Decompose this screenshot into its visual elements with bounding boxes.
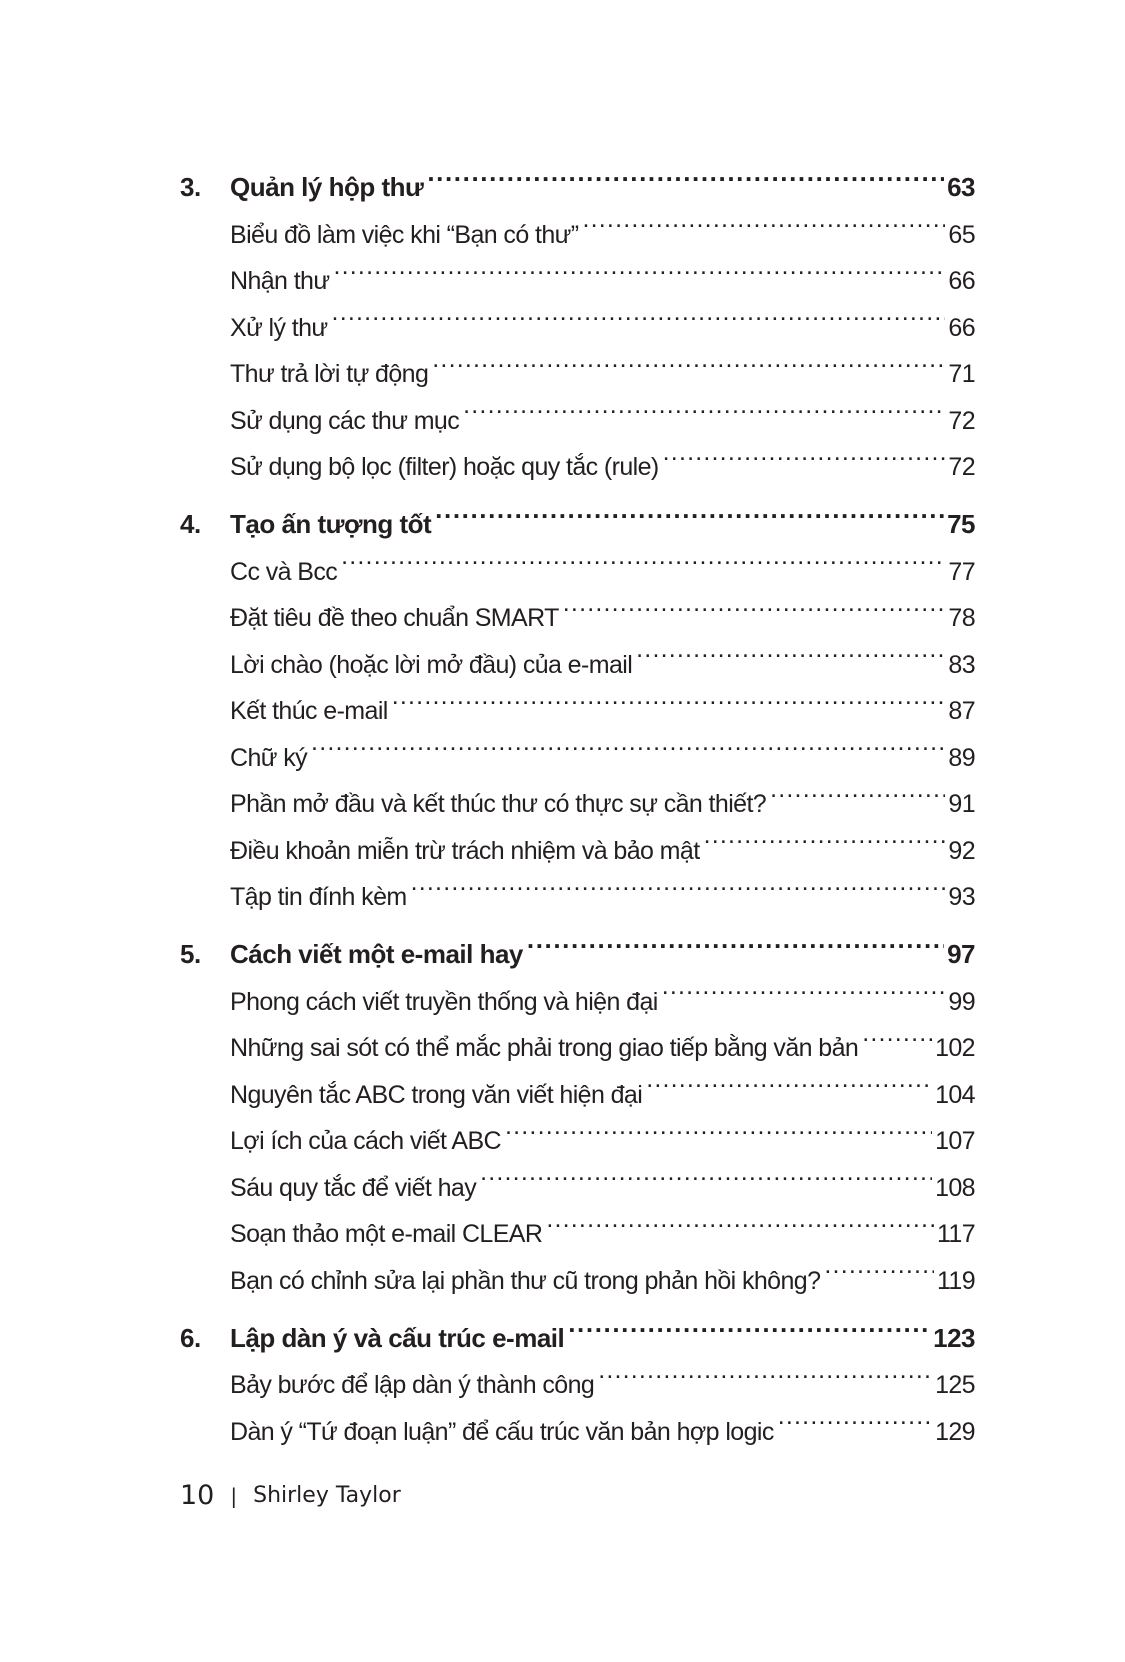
entry-title: Những sai sót có thể mắc phải trong giao tiếp bằng văn bản: [230, 1034, 859, 1062]
entry-page-number: 92: [948, 836, 975, 865]
chapter-title: Lập dàn ý và cấu trúc e-mail: [230, 1322, 565, 1353]
dot-leader: [778, 1393, 932, 1440]
entry-title: Sử dụng các thư mục: [230, 406, 460, 435]
entry-page-number: 125: [935, 1371, 975, 1399]
entry-title: Dàn ý “Tứ đoạn luận” để cấu trúc văn bản hợp logic: [230, 1417, 774, 1446]
footer-author: Shirley Taylor: [253, 1483, 401, 1508]
chapter-number: 6.: [180, 1322, 201, 1353]
dot-leader: [427, 148, 944, 196]
toc-chapter: [180, 148, 975, 481]
dot-leader: [598, 1347, 932, 1394]
dot-leader: [505, 1103, 932, 1150]
entry-title: Kết thúc e-mail: [230, 697, 388, 725]
dot-leader: [411, 859, 946, 906]
dot-leader: [704, 812, 946, 859]
entry-page-number: 104: [935, 1080, 975, 1109]
dot-leader: [568, 1299, 930, 1347]
entry-page-number: 129: [935, 1417, 975, 1446]
chapter-page-number: 123: [933, 1322, 975, 1353]
entry-page-number: 107: [935, 1127, 975, 1155]
entry-page-number: 102: [935, 1034, 975, 1062]
entry-page-number: 65: [948, 220, 975, 249]
page-footer: [180, 1480, 401, 1511]
entry-page-number: 99: [948, 987, 975, 1016]
dot-leader: [663, 429, 946, 476]
dot-leader: [527, 915, 944, 963]
entry-title: Sáu quy tắc để viết hay: [230, 1173, 477, 1202]
entry-page-number: 93: [948, 883, 975, 911]
entry-page-number: 71: [948, 360, 975, 388]
dot-leader: [636, 626, 945, 673]
dot-leader: [662, 963, 946, 1010]
entry-title: Phần mở đầu và kết thúc thư có thực sự cần thiết?: [230, 790, 767, 818]
toc-chapter: [180, 485, 975, 911]
dot-leader: [392, 673, 946, 720]
entry-title: Thư trả lời tự động: [230, 360, 429, 388]
dot-leader: [341, 533, 945, 580]
entry-page-number: 91: [948, 790, 975, 818]
entry-title: Phong cách viết truyền thống và hiện đại: [230, 987, 658, 1016]
dot-leader: [583, 196, 946, 243]
entry-page-number: 66: [948, 313, 975, 342]
chapter-title: Cách viết một e-mail hay: [230, 939, 523, 969]
entry-title: Điều khoản miễn trừ trách nhiệm và bảo mật: [230, 836, 700, 865]
dot-leader: [332, 289, 946, 336]
entry-title: Biểu đồ làm việc khi “Bạn có thư”: [230, 220, 579, 249]
dot-leader: [862, 1010, 932, 1057]
chapter-title: Tạo ấn tượng tốt: [230, 509, 432, 539]
chapter-page-number: 97: [947, 939, 975, 969]
dot-leader: [563, 580, 946, 627]
dot-leader: [334, 243, 946, 290]
chapter-title: Quản lý hộp thư: [230, 172, 424, 202]
entry-page-number: 119: [936, 1266, 975, 1295]
entry-title: Cc và Bcc: [230, 557, 338, 586]
entry-title: Nguyên tắc ABC trong văn viết hiện đại: [230, 1080, 643, 1109]
entry-page-number: 77: [948, 557, 975, 586]
chapter-heading[interactable]: [180, 485, 975, 539]
dot-leader: [824, 1242, 934, 1289]
dot-leader: [546, 1196, 934, 1243]
entry-page-number: 117: [936, 1220, 975, 1248]
dot-leader: [480, 1149, 932, 1196]
entry-title: Bạn có chỉnh sửa lại phần thư cũ trong phản hồi không?: [230, 1266, 821, 1295]
chapter-page-number: 63: [947, 172, 975, 202]
chapter-number: 4.: [180, 509, 201, 539]
entry-title: Chữ ký: [230, 743, 308, 772]
entry-title: Đặt tiêu đề theo chuẩn SMART: [230, 604, 559, 632]
entry-title: Sử dụng bộ lọc (filter) hoặc quy tắc (rule): [230, 453, 659, 481]
table-of-contents: [180, 148, 975, 1446]
dot-leader: [646, 1056, 932, 1103]
entry-page-number: 72: [948, 453, 975, 481]
footer-separator: |: [230, 1483, 238, 1508]
entry-page-number: 66: [948, 267, 975, 295]
entry-page-number: 89: [948, 743, 975, 772]
toc-chapter: [180, 915, 975, 1295]
entry-title: Lời chào (hoặc lời mở đầu) của e-mail: [230, 650, 633, 679]
chapter-number: 3.: [180, 172, 201, 202]
dot-leader: [770, 766, 945, 813]
toc-chapter: [180, 1299, 975, 1446]
entry-title: Soạn thảo một e-mail CLEAR: [230, 1220, 543, 1248]
chapter-heading[interactable]: [180, 148, 975, 202]
entry-title: Bảy bước để lập dàn ý thành công: [230, 1371, 595, 1399]
dot-leader: [463, 382, 945, 429]
chapter-number: 5.: [180, 939, 201, 969]
footer-page-number: 10: [180, 1480, 215, 1511]
chapter-heading[interactable]: [180, 915, 975, 969]
dot-leader: [311, 719, 945, 766]
entry-title: Tập tin đính kèm: [230, 883, 407, 911]
entry-title: Lợi ích của cách viết ABC: [230, 1127, 501, 1155]
entry-page-number: 72: [948, 406, 975, 435]
entry-page-number: 78: [948, 604, 975, 632]
entry-title: Nhận thư: [230, 267, 330, 295]
entry-title: Xử lý thư: [230, 313, 328, 342]
dot-leader: [435, 485, 944, 533]
dot-leader: [432, 336, 945, 383]
chapter-page-number: 75: [947, 509, 975, 539]
chapter-heading[interactable]: [180, 1299, 975, 1353]
entry-page-number: 87: [948, 697, 975, 725]
entry-page-number: 108: [935, 1173, 975, 1202]
entry-page-number: 83: [948, 650, 975, 679]
